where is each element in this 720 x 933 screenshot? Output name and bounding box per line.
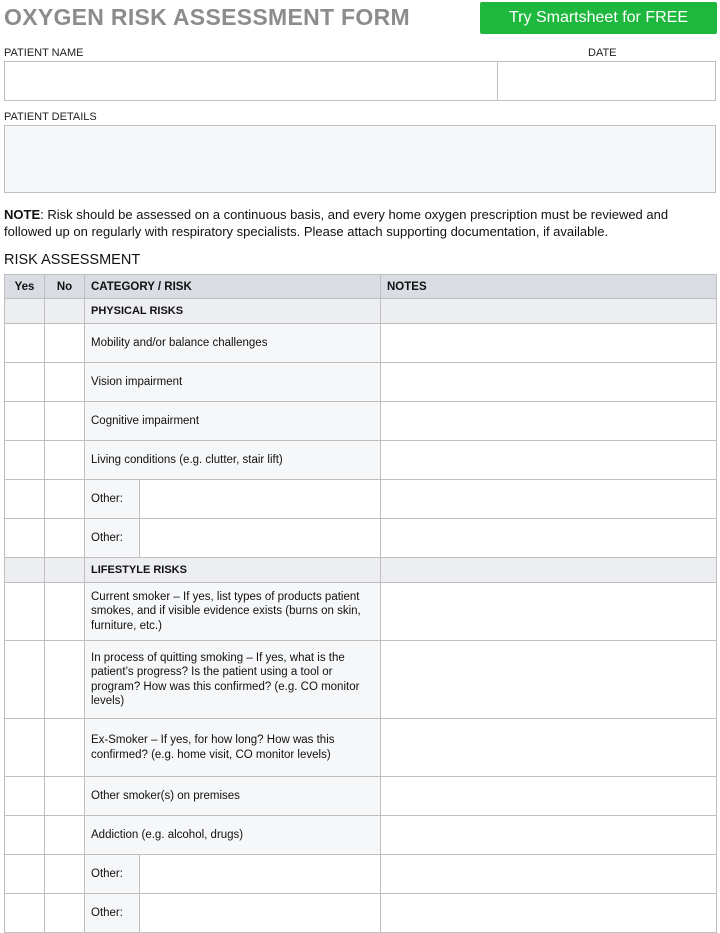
table-row — [5, 719, 717, 777]
table-row — [5, 641, 717, 719]
yes-checkbox-cell[interactable] — [5, 402, 45, 441]
table-row — [5, 324, 717, 363]
note-paragraph — [4, 206, 716, 240]
notes-cell[interactable] — [381, 441, 717, 480]
risk-label: Addiction (e.g. alcohol, drugs) — [85, 816, 381, 855]
table-row — [5, 402, 717, 441]
risk-label: Mobility and/or balance challenges — [85, 324, 381, 363]
other-risk-cell — [85, 894, 381, 933]
risk-label: In process of quitting smoking – If yes, what is the patient’s progress? Is the patient using a tool or program? How was this confirmed? (e.g. CO monitor levels) — [85, 641, 381, 719]
no-checkbox-cell[interactable] — [45, 816, 85, 855]
risk-assessment-heading: RISK ASSESSMENT — [4, 252, 141, 268]
category-yes-cell — [5, 299, 45, 324]
table-row — [5, 855, 717, 894]
other-label: Other: — [85, 855, 140, 893]
category-name: LIFESTYLE RISKS — [85, 558, 381, 583]
yes-checkbox-cell[interactable] — [5, 777, 45, 816]
col-category-risk: CATEGORY / RISK — [85, 275, 381, 299]
table-row — [5, 816, 717, 855]
no-checkbox-cell[interactable] — [45, 855, 85, 894]
notes-cell[interactable] — [381, 855, 717, 894]
notes-cell[interactable] — [381, 324, 717, 363]
notes-cell[interactable] — [381, 641, 717, 719]
yes-checkbox-cell[interactable] — [5, 894, 45, 933]
other-label: Other: — [85, 480, 140, 518]
form-title: OXYGEN RISK ASSESSMENT FORM — [4, 4, 410, 30]
no-checkbox-cell[interactable] — [45, 583, 85, 641]
other-label: Other: — [85, 519, 140, 557]
table-row — [5, 441, 717, 480]
no-checkbox-cell[interactable] — [45, 480, 85, 519]
date-label: DATE — [588, 47, 617, 59]
no-checkbox-cell[interactable] — [45, 441, 85, 480]
yes-checkbox-cell[interactable] — [5, 441, 45, 480]
patient-name-field[interactable] — [4, 61, 499, 101]
table-header-row — [5, 275, 717, 299]
table-row — [5, 519, 717, 558]
notes-cell[interactable] — [381, 894, 717, 933]
risk-label: Living conditions (e.g. clutter, stair lift) — [85, 441, 381, 480]
yes-checkbox-cell[interactable] — [5, 519, 45, 558]
patient-details-field[interactable] — [4, 125, 716, 193]
yes-checkbox-cell[interactable] — [5, 583, 45, 641]
notes-cell[interactable] — [381, 777, 717, 816]
try-smartsheet-button[interactable]: Try Smartsheet for FREE — [480, 2, 717, 34]
other-input[interactable] — [140, 519, 380, 557]
col-notes: NOTES — [381, 275, 717, 299]
yes-checkbox-cell[interactable] — [5, 324, 45, 363]
other-risk-cell — [85, 480, 381, 519]
yes-checkbox-cell[interactable] — [5, 719, 45, 777]
other-input[interactable] — [140, 894, 380, 932]
table-row — [5, 894, 717, 933]
patient-name-label: PATIENT NAME — [4, 47, 84, 59]
yes-checkbox-cell[interactable] — [5, 816, 45, 855]
note-bold-label: NOTE — [4, 207, 41, 222]
other-risk-cell — [85, 519, 381, 558]
notes-cell[interactable] — [381, 519, 717, 558]
no-checkbox-cell[interactable] — [45, 777, 85, 816]
yes-checkbox-cell[interactable] — [5, 641, 45, 719]
other-label: Other: — [85, 894, 140, 932]
no-checkbox-cell[interactable] — [45, 363, 85, 402]
no-checkbox-cell[interactable] — [45, 641, 85, 719]
col-yes: Yes — [5, 275, 45, 299]
risk-label: Cognitive impairment — [85, 402, 381, 441]
yes-checkbox-cell[interactable] — [5, 480, 45, 519]
note-text: : Risk should be assessed on a continuous basis, and every home oxygen prescription must be reviewed and followed up on regularly with respiratory specialists. Please attach supporting documentation, if available. — [4, 207, 669, 239]
category-no-cell — [45, 558, 85, 583]
other-risk-cell — [85, 855, 381, 894]
no-checkbox-cell[interactable] — [45, 719, 85, 777]
notes-cell[interactable] — [381, 583, 717, 641]
other-input[interactable] — [140, 855, 380, 893]
no-checkbox-cell[interactable] — [45, 894, 85, 933]
notes-cell[interactable] — [381, 363, 717, 402]
risk-label: Vision impairment — [85, 363, 381, 402]
no-checkbox-cell[interactable] — [45, 402, 85, 441]
category-yes-cell — [5, 558, 45, 583]
category-row — [5, 558, 717, 583]
yes-checkbox-cell[interactable] — [5, 855, 45, 894]
category-notes-cell — [381, 299, 717, 324]
other-input[interactable] — [140, 480, 380, 518]
notes-cell[interactable] — [381, 719, 717, 777]
table-row — [5, 777, 717, 816]
table-row — [5, 583, 717, 641]
category-row — [5, 299, 717, 324]
notes-cell[interactable] — [381, 402, 717, 441]
category-no-cell — [45, 299, 85, 324]
patient-details-label: PATIENT DETAILS — [4, 111, 97, 123]
yes-checkbox-cell[interactable] — [5, 363, 45, 402]
no-checkbox-cell[interactable] — [45, 324, 85, 363]
no-checkbox-cell[interactable] — [45, 519, 85, 558]
table-row — [5, 363, 717, 402]
risk-label: Current smoker – If yes, list types of products patient smokes, and if visible evidence exists (burns on skin, furniture, etc.) — [85, 583, 381, 641]
col-no: No — [45, 275, 85, 299]
risk-label: Other smoker(s) on premises — [85, 777, 381, 816]
table-row — [5, 480, 717, 519]
category-name: PHYSICAL RISKS — [85, 299, 381, 324]
date-field[interactable] — [497, 61, 716, 101]
notes-cell[interactable] — [381, 480, 717, 519]
notes-cell[interactable] — [381, 816, 717, 855]
category-notes-cell — [381, 558, 717, 583]
risk-assessment-table — [4, 274, 717, 933]
risk-label: Ex-Smoker – If yes, for how long? How was this confirmed? (e.g. home visit, CO monitor levels) — [85, 719, 381, 777]
